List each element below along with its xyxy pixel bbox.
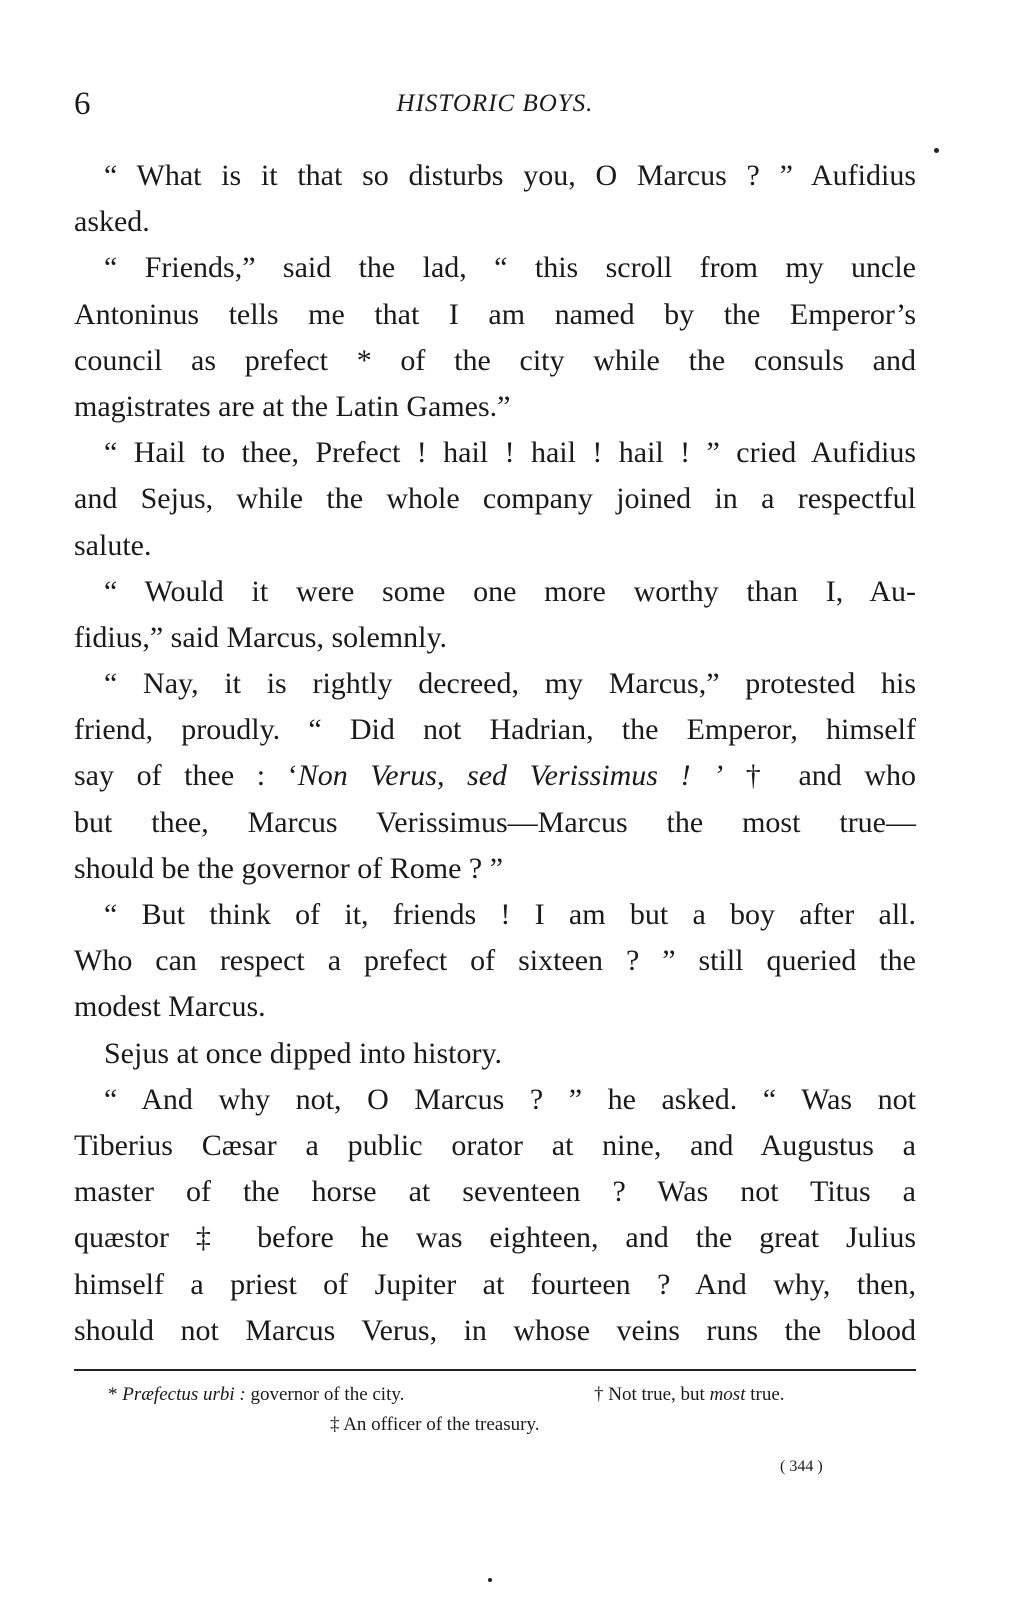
text-line: modest Marcus. xyxy=(74,990,266,1024)
latin-quote: Non Verus, sed Verissimus ! ’ xyxy=(297,759,724,793)
text-line: Antoninus tells me that I am named by the Emperor’s xyxy=(74,297,916,331)
text-line: Who can respect a prefect of sixteen ? ” still queried the xyxy=(74,944,916,978)
text-line: “ Nay, it is rightly decreed, my Marcus,” protested his xyxy=(104,667,916,701)
text-line: fidius,” said Marcus, solemnly. xyxy=(74,620,447,654)
page-header xyxy=(74,84,916,128)
footnote-emphasis: most xyxy=(709,1384,746,1405)
text-fragment: say of thee : xyxy=(74,759,266,793)
text-line: “ But think of it, friends ! I am but a boy after all. xyxy=(104,898,916,931)
footnote-1 xyxy=(108,1382,404,1408)
text-line: quæstor ‡ before he was eighteen, and the great Julius xyxy=(74,1221,916,1255)
footnote-text: governor of the city. xyxy=(250,1384,405,1405)
footnote-text: true. xyxy=(750,1384,785,1405)
text-line: asked. xyxy=(74,205,150,239)
text-line: “ Friends,” said the lad, “ this scroll from my uncle xyxy=(104,251,916,285)
footnote-3 xyxy=(330,1412,539,1438)
page-number: 6 xyxy=(74,86,91,122)
footnote-rule xyxy=(74,1369,916,1371)
text-line: “ Would it were some one more worthy than I, Au- xyxy=(104,574,916,608)
text-line: magistrates are at the Latin Games.” xyxy=(74,389,511,423)
body-text xyxy=(74,153,916,1354)
footnote-marker: ‡ xyxy=(330,1414,340,1435)
text-line: council as prefect * of the city while the consuls and xyxy=(74,343,916,377)
ink-speck xyxy=(488,1578,492,1582)
running-head: HISTORIC BOYS. xyxy=(396,90,594,117)
text-line: friend, proudly. “ Did not Hadrian, the Emperor, himself xyxy=(74,713,916,747)
footnote-2 xyxy=(594,1382,785,1408)
text-line: master of the horse at seventeen ? Was not Titus a xyxy=(74,1175,916,1209)
text-line: should not Marcus Verus, in whose veins runs the blood xyxy=(74,1313,916,1347)
footnotes xyxy=(74,1382,916,1442)
footnote-marker: † xyxy=(594,1384,604,1405)
text-line: “ Hail to thee, Prefect ! hail ! hail ! hail ! ” cried Aufidius xyxy=(104,436,916,470)
text-line: salute. xyxy=(74,528,152,562)
text-line: Sejus at once dipped into history. xyxy=(104,1036,502,1070)
footnote-marker: * xyxy=(108,1384,118,1405)
signature-mark: ( 344 ) xyxy=(780,1458,823,1475)
text-line: “ What is it that so disturbs you, O Marcus ? ” Aufidius xyxy=(104,159,916,192)
footnote-text: An officer of the treasury. xyxy=(343,1414,540,1435)
text-line: and Sejus, while the whole company joined in a respectful xyxy=(74,482,916,516)
text-line: should be the governor of Rome ? ” xyxy=(74,851,504,885)
text-line: “ And why not, O Marcus ? ” he asked. “ Was not xyxy=(104,1082,916,1116)
text-line: but thee, Marcus Verissimus—Marcus the most true— xyxy=(74,805,916,839)
footnote-text: Not true, but xyxy=(608,1384,705,1405)
text-line: Tiberius Cæsar a public orator at nine, and Augustus a xyxy=(74,1128,916,1162)
footnote-term: Præfectus urbi : xyxy=(122,1384,246,1405)
text-line: himself a priest of Jupiter at fourteen ? And why, then, xyxy=(74,1267,916,1301)
text-line-with-quote: say of thee : ‘Non Verus, sed Verissimus ! ’ † and who xyxy=(74,759,917,793)
ink-speck xyxy=(934,148,939,153)
text-fragment: † and who xyxy=(723,759,917,793)
